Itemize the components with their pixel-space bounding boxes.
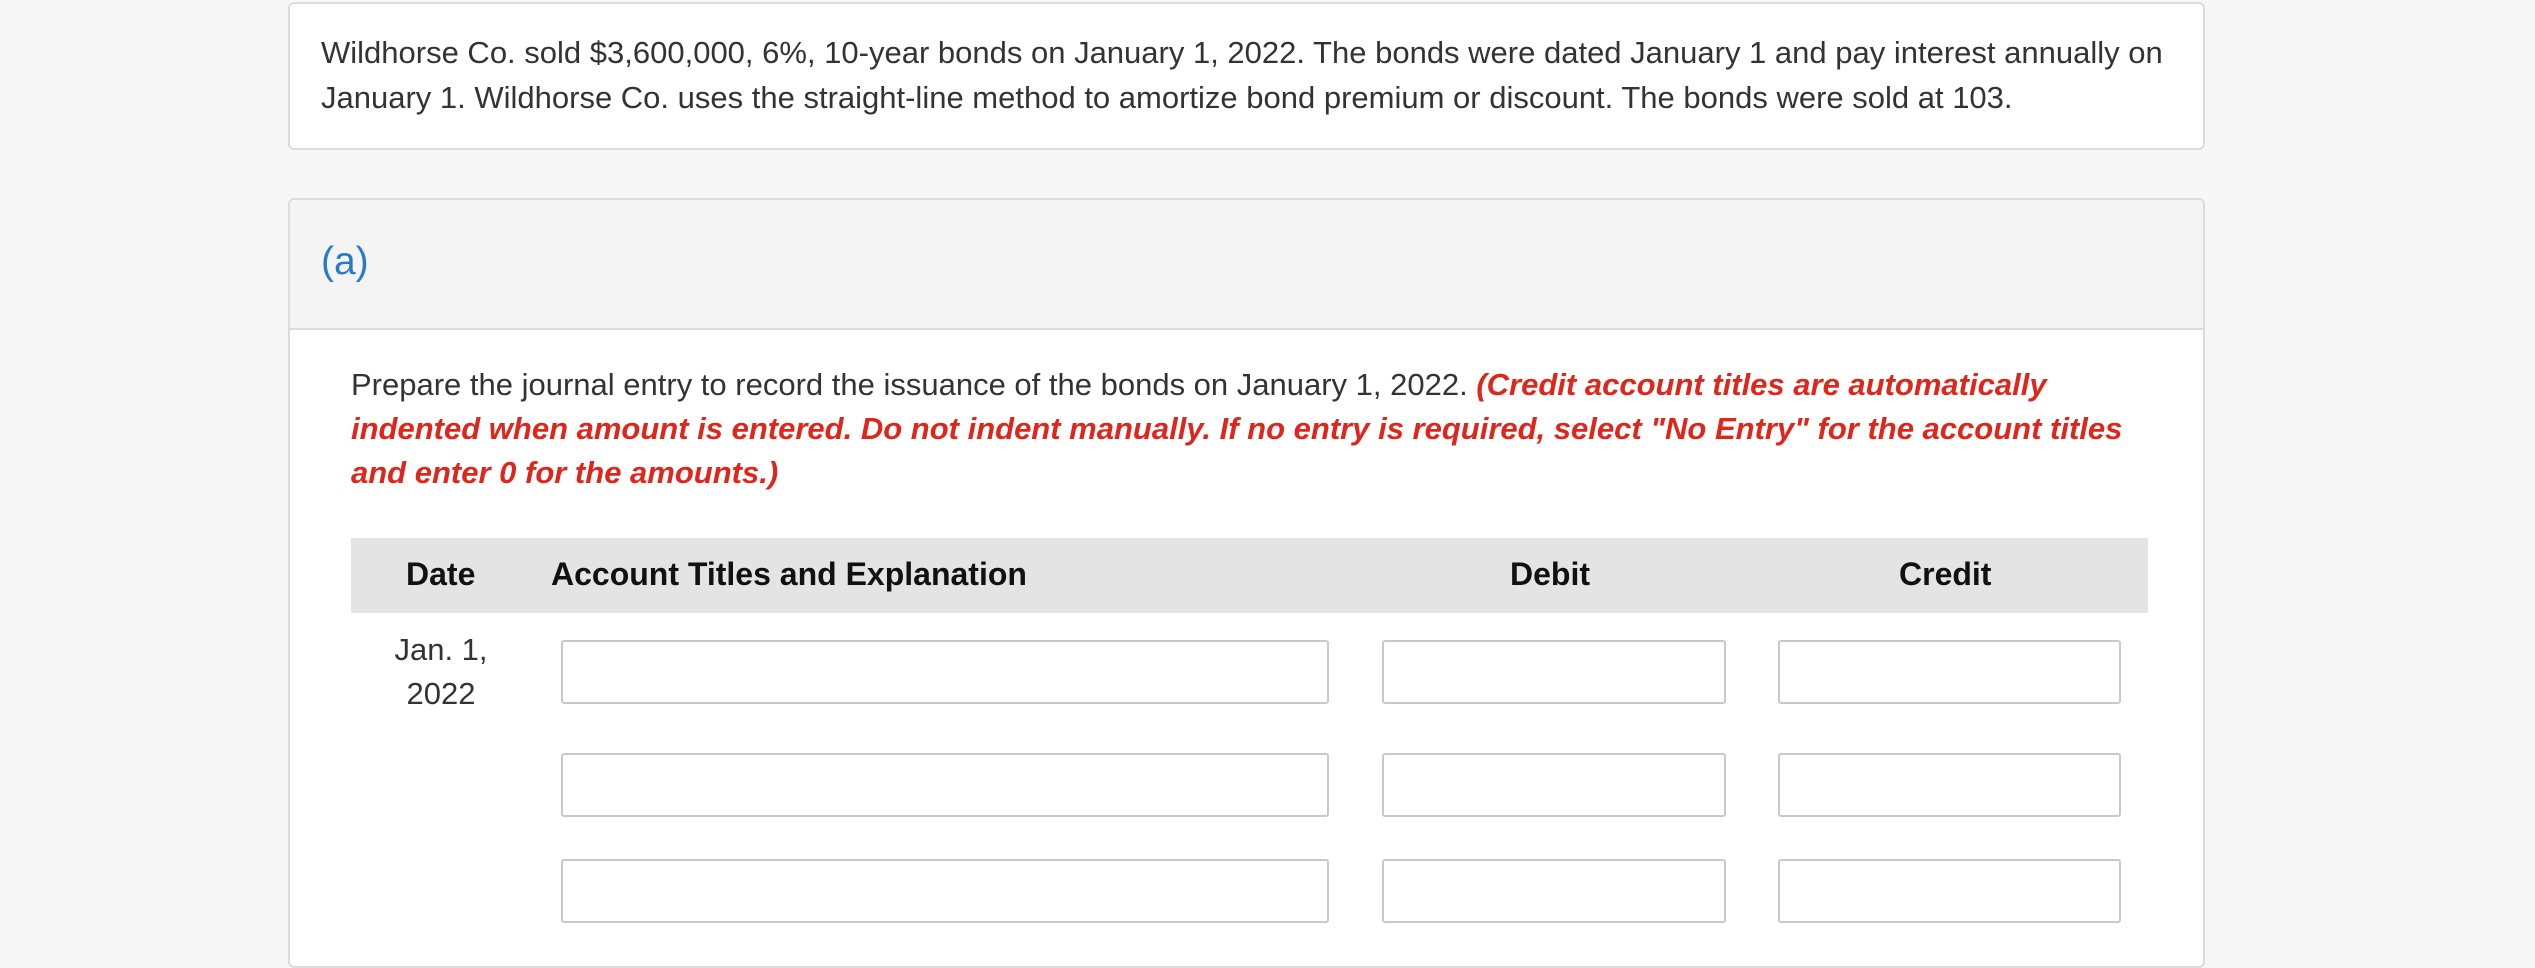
account-title-input-2[interactable]	[561, 753, 1329, 817]
problem-statement-text: Wildhorse Co. sold $3,600,000, 6%, 10-year bonds on January 1, 2022. The bonds were dated January 1 and pay interest annually on January 1. Wildhorse Co. uses the straight-line method to amortize bond premium or discount. The bonds were sold at 103.	[321, 35, 2163, 115]
journal-table-header	[351, 538, 2148, 613]
entry-date-line1: Jan. 1,	[394, 632, 488, 667]
header-date: Date	[406, 556, 476, 592]
credit-input-1[interactable]	[1778, 640, 2121, 704]
credit-input-3[interactable]	[1778, 859, 2121, 923]
instruction-text: Prepare the journal entry to record the issuance of the bonds on January 1, 2022.	[351, 367, 1468, 402]
part-a-header	[290, 200, 2203, 330]
header-debit: Debit	[1510, 556, 1590, 592]
credit-input-2[interactable]	[1778, 753, 2121, 817]
header-account-titles: Account Titles and Explanation	[551, 556, 1027, 592]
problem-statement-card	[288, 2, 2205, 150]
debit-input-1[interactable]	[1382, 640, 1726, 704]
part-a-card	[288, 198, 2205, 968]
debit-input-2[interactable]	[1382, 753, 1726, 817]
debit-input-3[interactable]	[1382, 859, 1726, 923]
instruction-note: (Credit account titles are automatically indented when amount is entered. Do not indent manually. If no entry is required, select "No Entry" for the account titles and enter 0 for the amounts.)	[351, 367, 2123, 490]
account-title-input-3[interactable]	[561, 859, 1329, 923]
part-a-label: (a)	[321, 240, 369, 283]
part-a-instructions	[351, 363, 2141, 495]
entry-date	[366, 628, 516, 716]
entry-date-line2: 2022	[406, 676, 476, 711]
header-credit: Credit	[1899, 556, 1992, 592]
account-title-input-1[interactable]	[561, 640, 1329, 704]
journal-entry-table	[351, 538, 2148, 711]
